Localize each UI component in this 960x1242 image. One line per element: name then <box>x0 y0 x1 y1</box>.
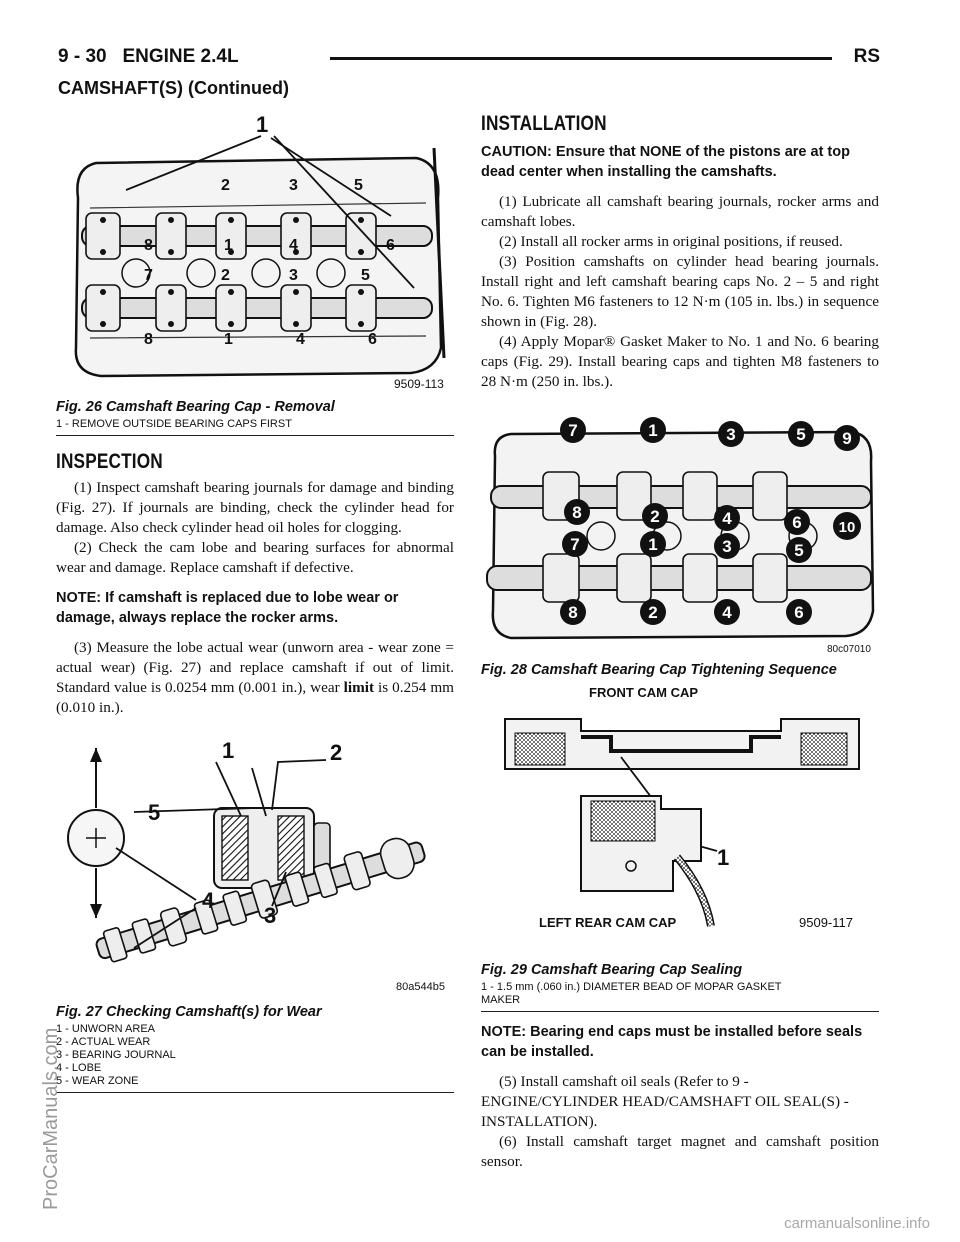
header-page-ref: 9 - 30 <box>58 46 107 67</box>
fig26-num-1c: 1 <box>224 331 233 348</box>
installation-caution: CAUTION: Ensure that NONE of the pistons are at top dead center when installing the camshafts. <box>481 144 850 180</box>
fig28-num-10: 10 <box>838 519 856 536</box>
inspection-heading: INSPECTION <box>56 450 163 473</box>
inspection-step-3-bold: limit <box>343 679 375 696</box>
fig28-num-7b: 7 <box>570 535 580 554</box>
figure-29-illustration <box>481 681 879 956</box>
fig28-num-5a: 5 <box>796 425 806 444</box>
installation-step-5: (5) Install camshaft oil seals (Refer to 9 - ENGINE/CYLINDER HEAD/CAMSHAFT OIL SEAL(S) - INSTALLATION). <box>481 1073 849 1130</box>
fig29-legend-item: 1 - 1.5 mm (.060 in.) DIAMETER BEAD OF MOPAR GASKET <box>481 981 782 993</box>
fig28-num-6b: 6 <box>794 603 804 622</box>
fig29-top-label: FRONT CAM CAP <box>589 685 699 700</box>
fig27-legend <box>56 1023 454 1088</box>
fig28-code: 80c07010 <box>827 644 871 655</box>
fig26-num-5b: 5 <box>361 267 370 284</box>
inspection-step-3-end: is 0.254 mm (0.010 in.). <box>56 679 454 716</box>
fig26-num-8a: 8 <box>144 237 153 254</box>
fig29-bottom-label: LEFT REAR CAM CAP <box>539 915 677 930</box>
figure-26-illustration <box>56 108 454 393</box>
right-column <box>481 112 879 1172</box>
figure-27 <box>56 738 454 1093</box>
fig27-legend-item: 2 - ACTUAL WEAR <box>56 1036 151 1048</box>
figure-27-illustration <box>56 738 454 998</box>
header-model: RS <box>853 46 880 67</box>
fig28-num-1b: 1 <box>648 535 658 554</box>
figure-28-illustration <box>481 406 879 656</box>
fig28-num-2a: 2 <box>650 507 660 526</box>
fig29-num-1: 1 <box>717 845 730 870</box>
fig26-legend-item: 1 - REMOVE OUTSIDE BEARING CAPS FIRST <box>56 418 292 430</box>
fig26-num-2b: 2 <box>221 267 230 284</box>
figure-28 <box>481 406 879 678</box>
fig27-num-3: 3 <box>264 903 277 928</box>
header-section-name: ENGINE 2.4L <box>122 46 239 67</box>
inspection-step-3 <box>56 638 454 718</box>
fig28-num-2b: 2 <box>648 603 658 622</box>
installation-step-3: (3) Position camshafts on cylinder head bearing journals. Install right and left camshaft bearing caps No. 2 – 5 and right No. 6. Tighten M6 fasteners to 12 N·m (105 in. lbs.) in sequence shown in (Fig. 28). <box>481 253 879 330</box>
fig29-legend <box>481 981 879 1007</box>
fig29-legend-item: MAKER <box>481 994 521 1006</box>
fig26-num-8b: 8 <box>144 331 153 348</box>
continued-title: CAMSHAFT(S) (Continued) <box>58 78 289 98</box>
fig27-code: 80a544b5 <box>396 981 445 993</box>
header-rule <box>330 57 832 60</box>
fig26-num-4a: 4 <box>289 237 298 254</box>
fig29-caption: Fig. 29 Camshaft Bearing Cap Sealing <box>481 962 743 978</box>
inspection-step-3-text: (3) Measure the lobe actual wear (unworn area - wear zone = actual wear) (Fig. 27) and replace camshaft if out of limit. Standard value is 0.0254 mm (0.001 in.), wear <box>56 639 454 696</box>
installation-step-6: (6) Install camshaft target magnet and camshaft position sensor. <box>481 1133 879 1170</box>
fig28-num-6a: 6 <box>792 513 802 532</box>
fig28-num-7a: 7 <box>568 421 578 440</box>
installation-heading: INSTALLATION <box>481 112 607 135</box>
fig28-caption: Fig. 28 Camshaft Bearing Cap Tightening Sequence <box>481 662 837 678</box>
fig27-legend-item: 1 - UNWORN AREA <box>56 1023 156 1035</box>
page-header <box>58 46 880 72</box>
fig26-num-3b: 3 <box>289 267 298 284</box>
fig28-num-4a: 4 <box>722 509 732 528</box>
figure-26 <box>56 108 454 436</box>
fig28-num-8a: 8 <box>572 503 582 522</box>
inspection-step-2: (2) Check the cam lobe and bearing surfaces for abnormal wear and damage. Replace camshaft if defective. <box>56 539 454 576</box>
inspection-step-1: (1) Inspect camshaft bearing journals for damage and binding (Fig. 27). If journals are binding, check the cylinder head for damage. Also check cylinder head oil holes for clogging. <box>56 479 454 536</box>
figure-29 <box>481 681 879 1012</box>
fig28-num-5b: 5 <box>794 541 804 560</box>
fig28-num-8b: 8 <box>568 603 578 622</box>
fig27-num-5: 5 <box>148 800 161 825</box>
fig26-legend <box>56 418 454 431</box>
fig27-num-1: 1 <box>222 738 235 763</box>
fig28-num-3b: 3 <box>722 537 732 556</box>
fig27-caption: Fig. 27 Checking Camshaft(s) for Wear <box>56 1004 322 1020</box>
fig27-num-4: 4 <box>202 888 215 913</box>
fig26-num-6b: 6 <box>368 331 377 348</box>
fig26-num-2a: 2 <box>221 177 230 194</box>
watermark: ProCarManuals.com <box>40 1027 62 1210</box>
installation-step-1: (1) Lubricate all camshaft bearing journals, rocker arms and camshaft lobes. <box>481 193 879 230</box>
header-section <box>58 46 239 68</box>
fig28-num-3a: 3 <box>726 425 736 444</box>
left-column <box>56 108 454 1093</box>
installation-step-4: (4) Apply Mopar® Gasket Maker to No. 1 and No. 6 bearing caps (Fig. 29). Install bearing caps and tighten M8 fasteners to 28 N·m (250 in. lbs.). <box>481 333 879 390</box>
fig27-legend-item: 5 - WEAR ZONE <box>56 1075 139 1087</box>
installation-note: NOTE: Bearing end caps must be installed before seals can be installed. <box>481 1024 863 1060</box>
inspection-note: NOTE: If camshaft is replaced due to lobe wear or damage, always replace the rocker arms. <box>56 590 399 626</box>
fig26-caption: Fig. 26 Camshaft Bearing Cap - Removal <box>56 399 335 415</box>
fig26-num-1b: 1 <box>224 237 233 254</box>
fig26-num-6a: 6 <box>386 237 395 254</box>
fig26-num-1a: 1 <box>256 112 269 137</box>
fig28-num-4b: 4 <box>722 603 732 622</box>
fig28-num-9: 9 <box>842 429 852 448</box>
fig26-num-7: 7 <box>144 267 153 284</box>
fig27-legend-item: 4 - LOBE <box>56 1062 102 1074</box>
fig26-num-5a: 5 <box>354 177 363 194</box>
fig26-num-3a: 3 <box>289 177 298 194</box>
fig26-num-4b: 4 <box>296 331 305 348</box>
fig26-code: 9509-113 <box>394 377 444 391</box>
fig29-code: 9509-117 <box>799 915 853 930</box>
footer-site: carmanualsonline.info <box>784 1215 930 1232</box>
fig27-num-2: 2 <box>330 740 343 765</box>
fig28-num-1a: 1 <box>648 421 658 440</box>
fig27-legend-item: 3 - BEARING JOURNAL <box>56 1049 176 1061</box>
installation-step-2: (2) Install all rocker arms in original positions, if reused. <box>499 233 843 250</box>
